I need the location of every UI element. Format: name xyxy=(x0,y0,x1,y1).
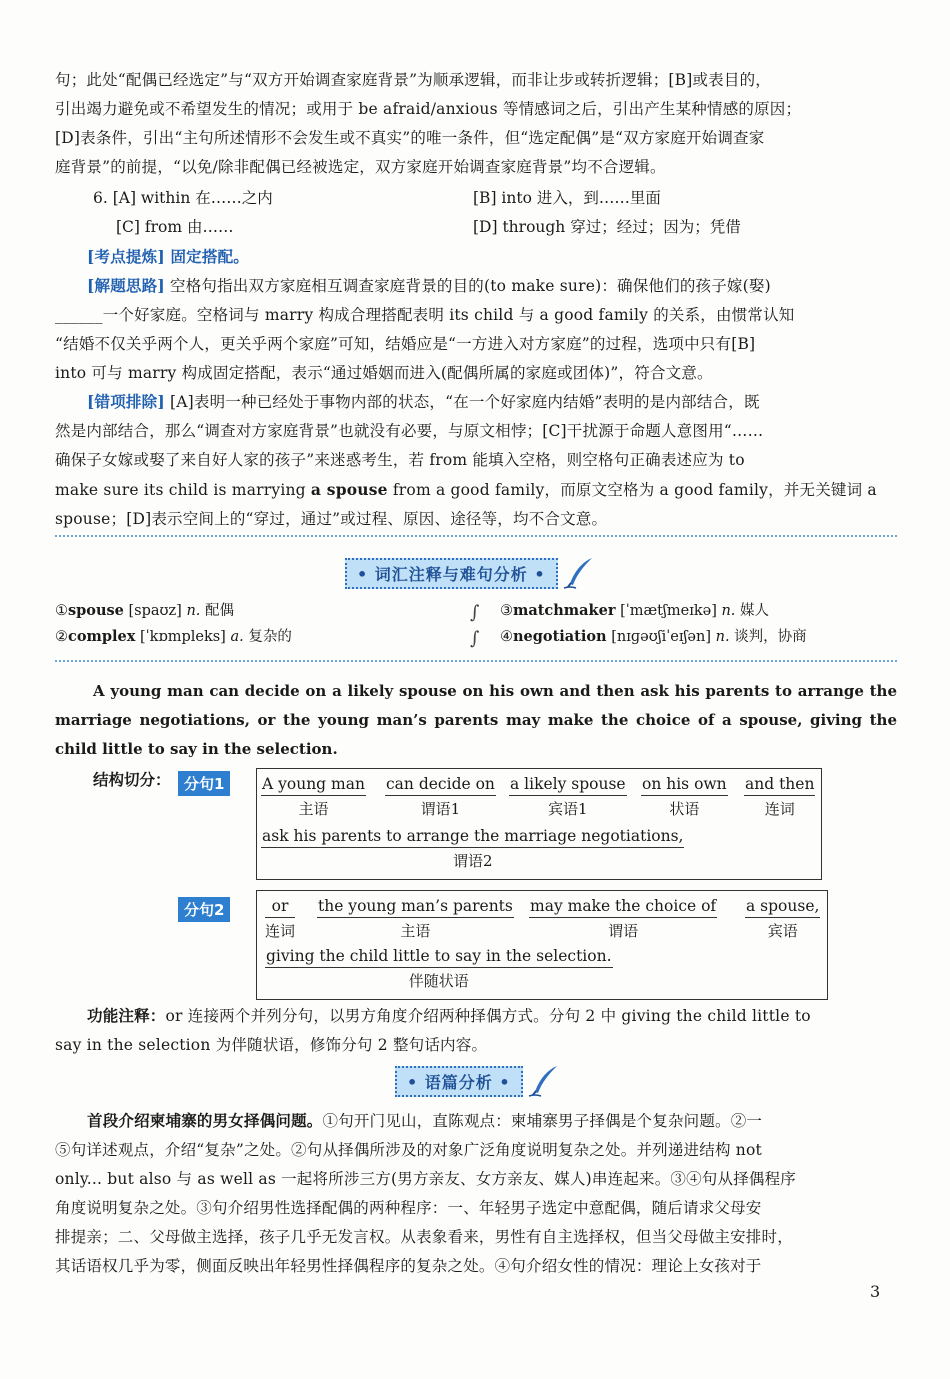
segment-cn: 谓语2 xyxy=(452,852,493,870)
vocab-word: matchmaker xyxy=(513,602,616,619)
segment xyxy=(509,773,627,822)
vocab-entry-matchmaker xyxy=(500,598,769,624)
segment-cn: 谓语1 xyxy=(420,800,461,818)
quill-icon xyxy=(562,556,596,590)
vocab-entry-complex xyxy=(55,624,292,650)
text-line: 确保子女嫁或娶了来自好人家的孩子”来迷惑考生，若 from 能填入空格，则空格句正确表述应为 to xyxy=(55,451,745,469)
discourse-paragraph xyxy=(55,1106,897,1281)
vocab-pos: n. xyxy=(715,629,730,645)
text-line: “结婚不仅关乎两个人，更关乎两个家庭”可知，结婚应是“一方进入对方家庭”的过程，选项中只有[B] xyxy=(55,335,756,353)
segment-en: may make the choice of xyxy=(529,895,717,918)
segment xyxy=(261,773,366,822)
option-d: [D] through 穿过；经过；因为；凭借 xyxy=(473,218,741,236)
vocab-meaning: 复杂的 xyxy=(243,629,292,645)
cuoxiang-section xyxy=(55,387,897,534)
kaodian-section xyxy=(55,242,897,272)
text-line: 引出竭力避免或不希望发生的情况；或用于 be afraid/anxious 等情感词之后，引出产生某种情感的原因； xyxy=(55,100,802,118)
segment-en: a spouse, xyxy=(745,895,820,918)
segment-cn: 连词 xyxy=(764,800,795,818)
text-line: [D]表条件，引出“主句所述情形不会发生或不真实”的唯一条件，但“选定配偶”是“双方家庭开始调查家 xyxy=(55,129,765,147)
vocab-phonetic: [ˈkɒmpleks] xyxy=(135,629,231,645)
text-line: ______一个好家庭。空格词与 marry 构成合理搭配表明 its child 与 a good family 的关系，由惯常认知 xyxy=(55,306,795,324)
text-line: say in the selection 为伴随状语，修饰分句 2 整句话内容。 xyxy=(55,1036,488,1054)
vocab-pos: n. xyxy=(721,603,736,619)
segment xyxy=(317,895,514,944)
separator-glyph: ∫ xyxy=(470,628,480,649)
segment-cn: 主语 xyxy=(298,800,329,818)
segment-cn: 宾语1 xyxy=(548,800,588,818)
cuoxiang-tag: [错项排除] xyxy=(87,392,165,411)
vocab-meaning: 媒人 xyxy=(735,603,770,619)
discourse-banner-title: • 语篇分析 • xyxy=(395,1066,523,1097)
jieti-section xyxy=(55,271,897,388)
section-divider xyxy=(55,660,897,662)
clause2-box xyxy=(256,890,828,1000)
segment xyxy=(265,945,613,994)
vocab-num: ① xyxy=(55,603,68,619)
segment-cn: 状语 xyxy=(669,800,700,818)
text-line: spouse；[D]表示空间上的“穿过，通过”或过程、原因、途径等，均不合文意。 xyxy=(55,510,608,528)
vocab-meaning: 谈判，协商 xyxy=(729,629,807,645)
vocab-banner xyxy=(345,558,596,588)
text-fragment: make sure its child is marrying xyxy=(55,481,311,499)
segment-en: ask his parents to arrange the marriage negotiations, xyxy=(261,825,684,848)
segment xyxy=(265,895,295,944)
segment-en: giving the child little to say in the selection. xyxy=(265,945,613,968)
function-note xyxy=(55,1001,897,1060)
segment xyxy=(744,773,815,822)
vocab-phonetic: [ˈmætʃmeɪkə] xyxy=(615,603,722,619)
function-note-tag: 功能注释： xyxy=(87,1006,166,1025)
segment xyxy=(385,773,496,822)
segment-en: the young man’s parents xyxy=(317,895,514,918)
text-line: or 连接两个并列分句，以男方角度介绍两种择偶方式。分句 2 中 giving the child little to xyxy=(165,1007,811,1025)
vocab-meaning: 配偶 xyxy=(200,603,234,619)
vocab-entry-negotiation xyxy=(500,624,807,650)
vocab-phonetic: [spaʊz] xyxy=(123,603,187,619)
difficult-sentence: A young man can decide on a likely spouse on his own and then ask his parents to arrange the marriage negotiations, or the young man’s parents may make the choice of a spouse, giving the child little to say in the selection. xyxy=(55,682,897,758)
text-line: 庭背景”的前提，“以免/除非配偶已经被选定，双方家庭开始调查家庭背景”均不合逻辑。 xyxy=(55,158,666,176)
clause1-box xyxy=(256,768,822,880)
text-line: only... but also 与 as well as 一起将所涉三方(男方亲友、女方亲友、媒人)串连起来。③④句从择偶程序 xyxy=(55,1170,796,1188)
keyword-spouse: a spouse xyxy=(310,480,388,499)
text-line: [A]表明一种已经处于事物内部的状态，“在一个好家庭内结婚”表明的是内部结合，既 xyxy=(164,393,760,411)
kaodian-tag: [考点提炼] xyxy=(87,247,165,266)
segment-cn: 伴随状语 xyxy=(408,972,469,990)
vocab-word: complex xyxy=(68,628,136,645)
vocab-column-separator xyxy=(470,600,479,652)
segment-en: can decide on xyxy=(385,773,496,796)
top-paragraph xyxy=(55,66,897,182)
text-line: 然是内部结合，那么“调查对方家庭背景”也就没有必要，与原文相悖；[C]干扰源于命题人意图用“…… xyxy=(55,422,764,440)
discourse-banner xyxy=(395,1066,561,1096)
text-fragment: from a good family，而原文空格为 a good family，并无关键词 a xyxy=(387,481,877,499)
text-line: 其话语权几乎为零，侧面反映出年轻男性择偶程序的复杂之处。④句介绍女性的情况：理论上女孩对于 xyxy=(55,1257,762,1275)
vocab-banner-title: • 词汇注释与难句分析 • xyxy=(345,558,558,589)
quill-icon xyxy=(527,1064,561,1098)
text-line: ⑤句详述观点，介绍“复杂”之处。②句从择偶所涉及的对象广泛角度说明复杂之处。并列递进结构 not xyxy=(55,1141,762,1159)
segment-cn: 主语 xyxy=(400,922,431,940)
vocab-pos: a. xyxy=(230,629,244,645)
kaodian-text: 固定搭配。 xyxy=(164,247,249,266)
segment xyxy=(261,825,684,874)
vocab-pos: n. xyxy=(186,603,201,619)
segment-cn: 宾语 xyxy=(767,922,798,940)
segment-en: or xyxy=(265,895,295,918)
clause1-tag: 分句1 xyxy=(178,771,230,796)
text-line: 排提亲；二、父母做主选择，孩子几乎无发言权。从表象看来，男性有自主选择权，但当父母做主安排时， xyxy=(55,1228,793,1246)
text-line: 角度说明复杂之处。③句介绍男性选择配偶的两种程序：一、年轻男子选定中意配偶，随后请求父母安 xyxy=(55,1199,762,1217)
text-line: 空格句指出双方家庭相互调查家庭背景的目的(to make sure)：确保他们的孩子嫁(娶) xyxy=(164,277,771,295)
text-line: 句；此处“配偶已经选定”与“双方开始调查家庭背景”为顺承逻辑，而非让步或转折逻辑；[B]或表目的， xyxy=(55,71,771,89)
vocab-num: ② xyxy=(55,629,68,645)
option-c: [C] from 由…… xyxy=(116,218,234,236)
separator-glyph: ∫ xyxy=(470,602,480,623)
segment-en: on his own xyxy=(641,773,728,796)
text-line: ①句开门见山，直陈观点：柬埔寨男子择偶是个复杂问题。②一 xyxy=(322,1112,763,1130)
segment-en: a likely spouse xyxy=(509,773,627,796)
segment-en: and then xyxy=(744,773,815,796)
text-line: into 可与 marry 构成固定搭配，表示“通过婚姻而进入(配偶所属的家庭或团体)”，符合文意。 xyxy=(55,364,713,382)
structure-label: 结构切分： xyxy=(93,771,171,789)
segment-en: A young man xyxy=(261,773,366,796)
segment xyxy=(745,895,820,944)
segment-cn: 谓语 xyxy=(608,922,639,940)
vocab-entry-spouse xyxy=(55,598,234,624)
option-b: [B] into 进入，到……里面 xyxy=(473,189,661,207)
vocab-phonetic: [nɪɡəʊʃiˈeɪʃən] xyxy=(606,629,716,645)
page-number: 3 xyxy=(870,1282,881,1301)
discourse-lead: 首段介绍柬埔寨的男女择偶问题。 xyxy=(87,1111,323,1130)
clause2-tag: 分句2 xyxy=(178,897,230,922)
segment-cn: 连词 xyxy=(265,922,296,940)
section-divider xyxy=(55,535,897,537)
vocab-word: spouse xyxy=(68,602,124,619)
jieti-tag: [解题思路] xyxy=(87,276,165,295)
vocab-num: ④ xyxy=(500,629,513,645)
vocab-num: ③ xyxy=(500,603,513,619)
segment xyxy=(641,773,728,822)
vocab-word: negotiation xyxy=(513,628,607,645)
option-a: 6. [A] within 在……之内 xyxy=(93,189,273,207)
segment xyxy=(529,895,717,944)
